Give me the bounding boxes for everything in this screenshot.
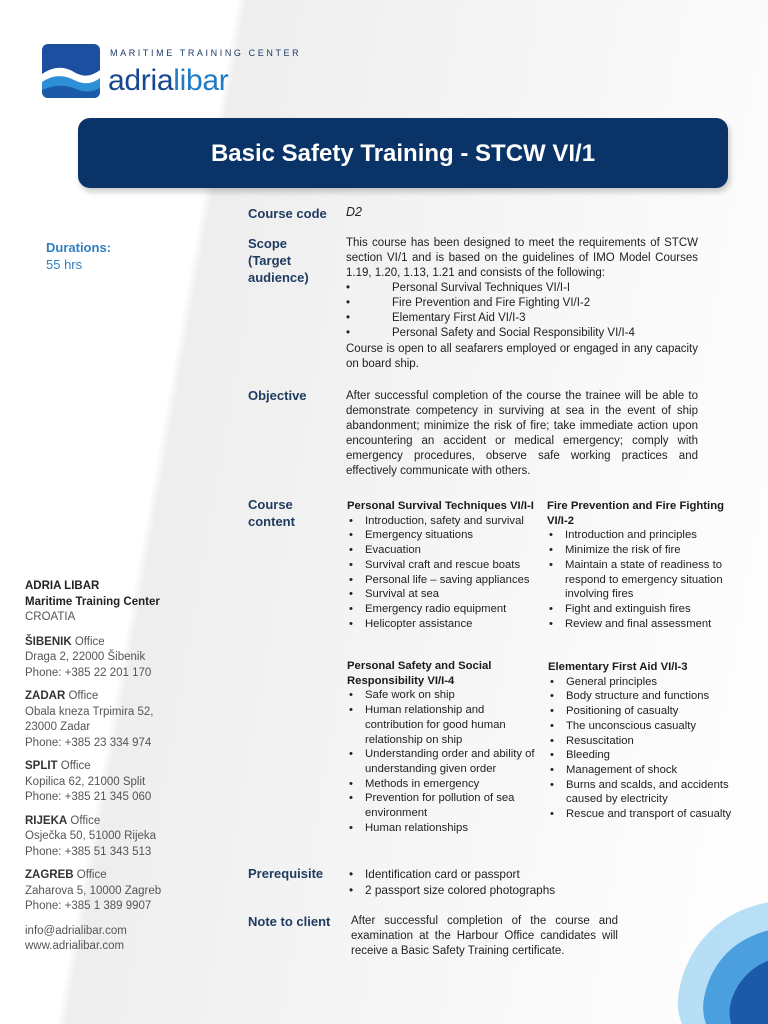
- efa-list: [548, 675, 738, 822]
- pst-title: Personal Survival Techniques VI/I-I: [347, 500, 534, 512]
- note-text: After successful completion of the course and examination at the Harbour Office candidates will receive a Basic Safety Training certificate.: [351, 915, 618, 957]
- list-item: • Helicopter assistance: [347, 617, 539, 632]
- pssr-block: [347, 659, 537, 835]
- scope-outro: Course is open to all seafarers employed or engaged in any capacity on board ship.: [346, 343, 698, 370]
- list-item: • Methods in emergency: [347, 777, 537, 792]
- list-item: • Management of shock: [548, 763, 738, 778]
- logo-tagline: MARITIME TRAINING CENTER: [110, 48, 302, 58]
- objective-text: After successful completion of the course the trainee will be able to demonstrate competency in surviving at sea in the event of ship abandonment; minimize the risk of fire; take immediate action upon encountering an accident or medical emergency; comply with emergency procedures, observe safe working practices and effectively communicate with others.: [346, 390, 698, 477]
- office-split: SPLIT Office Kopilica 62, 21000 Split Phone: +385 21 345 060: [25, 760, 152, 803]
- list-item: • Human relationships: [347, 821, 537, 836]
- list-item: • Fight and extinguish fires: [547, 602, 732, 617]
- wave-icon: [42, 44, 100, 98]
- list-item: • Rescue and transport of casualty: [548, 807, 738, 822]
- durations-label: Durations:: [46, 240, 111, 255]
- objective-label: Objective: [248, 388, 307, 403]
- list-item: • Prevention for pollution of sea environment: [347, 791, 537, 820]
- office-zadar: ZADAR Office Obala kneza Trpimira 52, 23000 Zadar Phone: +385 23 334 974: [25, 690, 154, 749]
- page-title: Basic Safety Training - STCW VI/1: [210, 140, 596, 167]
- list-item: • Survival craft and rescue boats: [347, 558, 539, 573]
- scope-item: • Elementary First Aid VI/I-3: [346, 312, 526, 324]
- course-code-label: Course code: [248, 206, 327, 221]
- durations-value: 55 hrs: [46, 257, 83, 272]
- company-subtitle: Maritime Training Center: [25, 595, 160, 608]
- efa-title: Elementary First Aid VI/I-3: [548, 661, 688, 673]
- prerequisite-list: [347, 866, 647, 898]
- list-item: • Burns and scalds, and accidents caused by electricity: [548, 778, 738, 807]
- company-country: CROATIA: [25, 611, 76, 623]
- list-item: • Review and final assessment: [547, 617, 732, 632]
- company-name: ADRIA LIBAR: [25, 580, 100, 592]
- list-item: • Safe work on ship: [347, 688, 537, 703]
- scope-item: • Personal Survival Techniques VI/I-I: [346, 282, 571, 294]
- list-item: • Bleeding: [548, 748, 738, 763]
- list-item: • Introduction and principles: [547, 528, 732, 543]
- contact-block: [25, 579, 215, 955]
- pst-block: [347, 499, 539, 631]
- logo-wordmark: [108, 64, 228, 98]
- fire-block: [547, 499, 732, 631]
- list-item: • Maintain a state of readiness to respond to emergency situation involving fires: [547, 558, 732, 602]
- fire-title: Fire Prevention and Fire Fighting VI/I-2: [547, 500, 724, 527]
- prerequisite-label: Prerequisite: [248, 866, 324, 881]
- office-zagreb: ZAGREB Office Zaharova 5, 10000 Zagreb Phone: +385 1 389 9907: [25, 869, 162, 912]
- pssr-title: Personal Safety and Social Responsibility VI/I-4: [347, 660, 492, 687]
- list-item: • Resuscitation: [548, 734, 738, 749]
- office-sibenik: ŠIBENIK Office Draga 2, 22000 Šibenik Phone: +385 22 201 170: [25, 635, 152, 679]
- list-item: • Understanding order and ability of understanding given order: [347, 747, 537, 776]
- decorative-swirl-icon: [630, 890, 768, 1024]
- scope-label-line-3: audience): [248, 270, 309, 285]
- list-item: • Personal life – saving appliances: [347, 573, 539, 588]
- logo-wordmark-adria: adria: [108, 64, 174, 97]
- list-item: • Human relationship and contribution for good human relationship on ship: [347, 703, 537, 747]
- scope-label-line-2: (Target: [248, 253, 292, 268]
- scope-label: [248, 235, 309, 286]
- scope-intro: This course has been designed to meet the requirements of STCW section VI/1 and is based on the guidelines of IMO Model Courses 1.19, 1.20, 1.13, 1.21 and consists of the following:: [346, 237, 698, 279]
- list-item: • Emergency situations: [347, 528, 539, 543]
- note-label: Note to client: [248, 914, 331, 929]
- pssr-list: [347, 688, 537, 835]
- logo-wordmark-libar: libar: [173, 64, 229, 97]
- list-item: • Evacuation: [347, 543, 539, 558]
- course-content-label: Course content: [248, 497, 295, 529]
- pst-list: [347, 514, 539, 632]
- scope-item: • Personal Safety and Social Responsibility VI/I-4: [346, 327, 635, 339]
- office-rijeka: RIJEKA Office Osječka 50, 51000 Rijeka Phone: +385 51 343 513: [25, 814, 157, 858]
- course-code-value: D2: [346, 205, 362, 219]
- list-item: • The unconscious casualty: [548, 719, 738, 734]
- efa-block: [548, 660, 738, 822]
- list-item: • Minimize the risk of fire: [547, 543, 732, 558]
- list-item: • Positioning of casualty: [548, 704, 738, 719]
- list-item: • Survival at sea: [347, 587, 539, 602]
- list-item: • General principles: [548, 675, 738, 690]
- scope-body: [346, 236, 698, 372]
- email-link[interactable]: info@adrialibar.com: [25, 924, 127, 937]
- scope-item: • Fire Prevention and Fire Fighting VI/I-2: [346, 297, 591, 309]
- list-item: • Introduction, safety and survival: [347, 514, 539, 529]
- list-item: • Emergency radio equipment: [347, 602, 539, 617]
- web-link[interactable]: www.adrialibar.com: [25, 940, 125, 952]
- list-item: • Identification card or passport: [347, 866, 647, 882]
- list-item: • Body structure and functions: [548, 689, 738, 704]
- scope-label-line-1: Scope: [248, 236, 288, 251]
- list-item: • 2 passport size colored photographs: [347, 882, 647, 898]
- fire-list: [547, 528, 732, 631]
- logo-mark: [42, 44, 100, 98]
